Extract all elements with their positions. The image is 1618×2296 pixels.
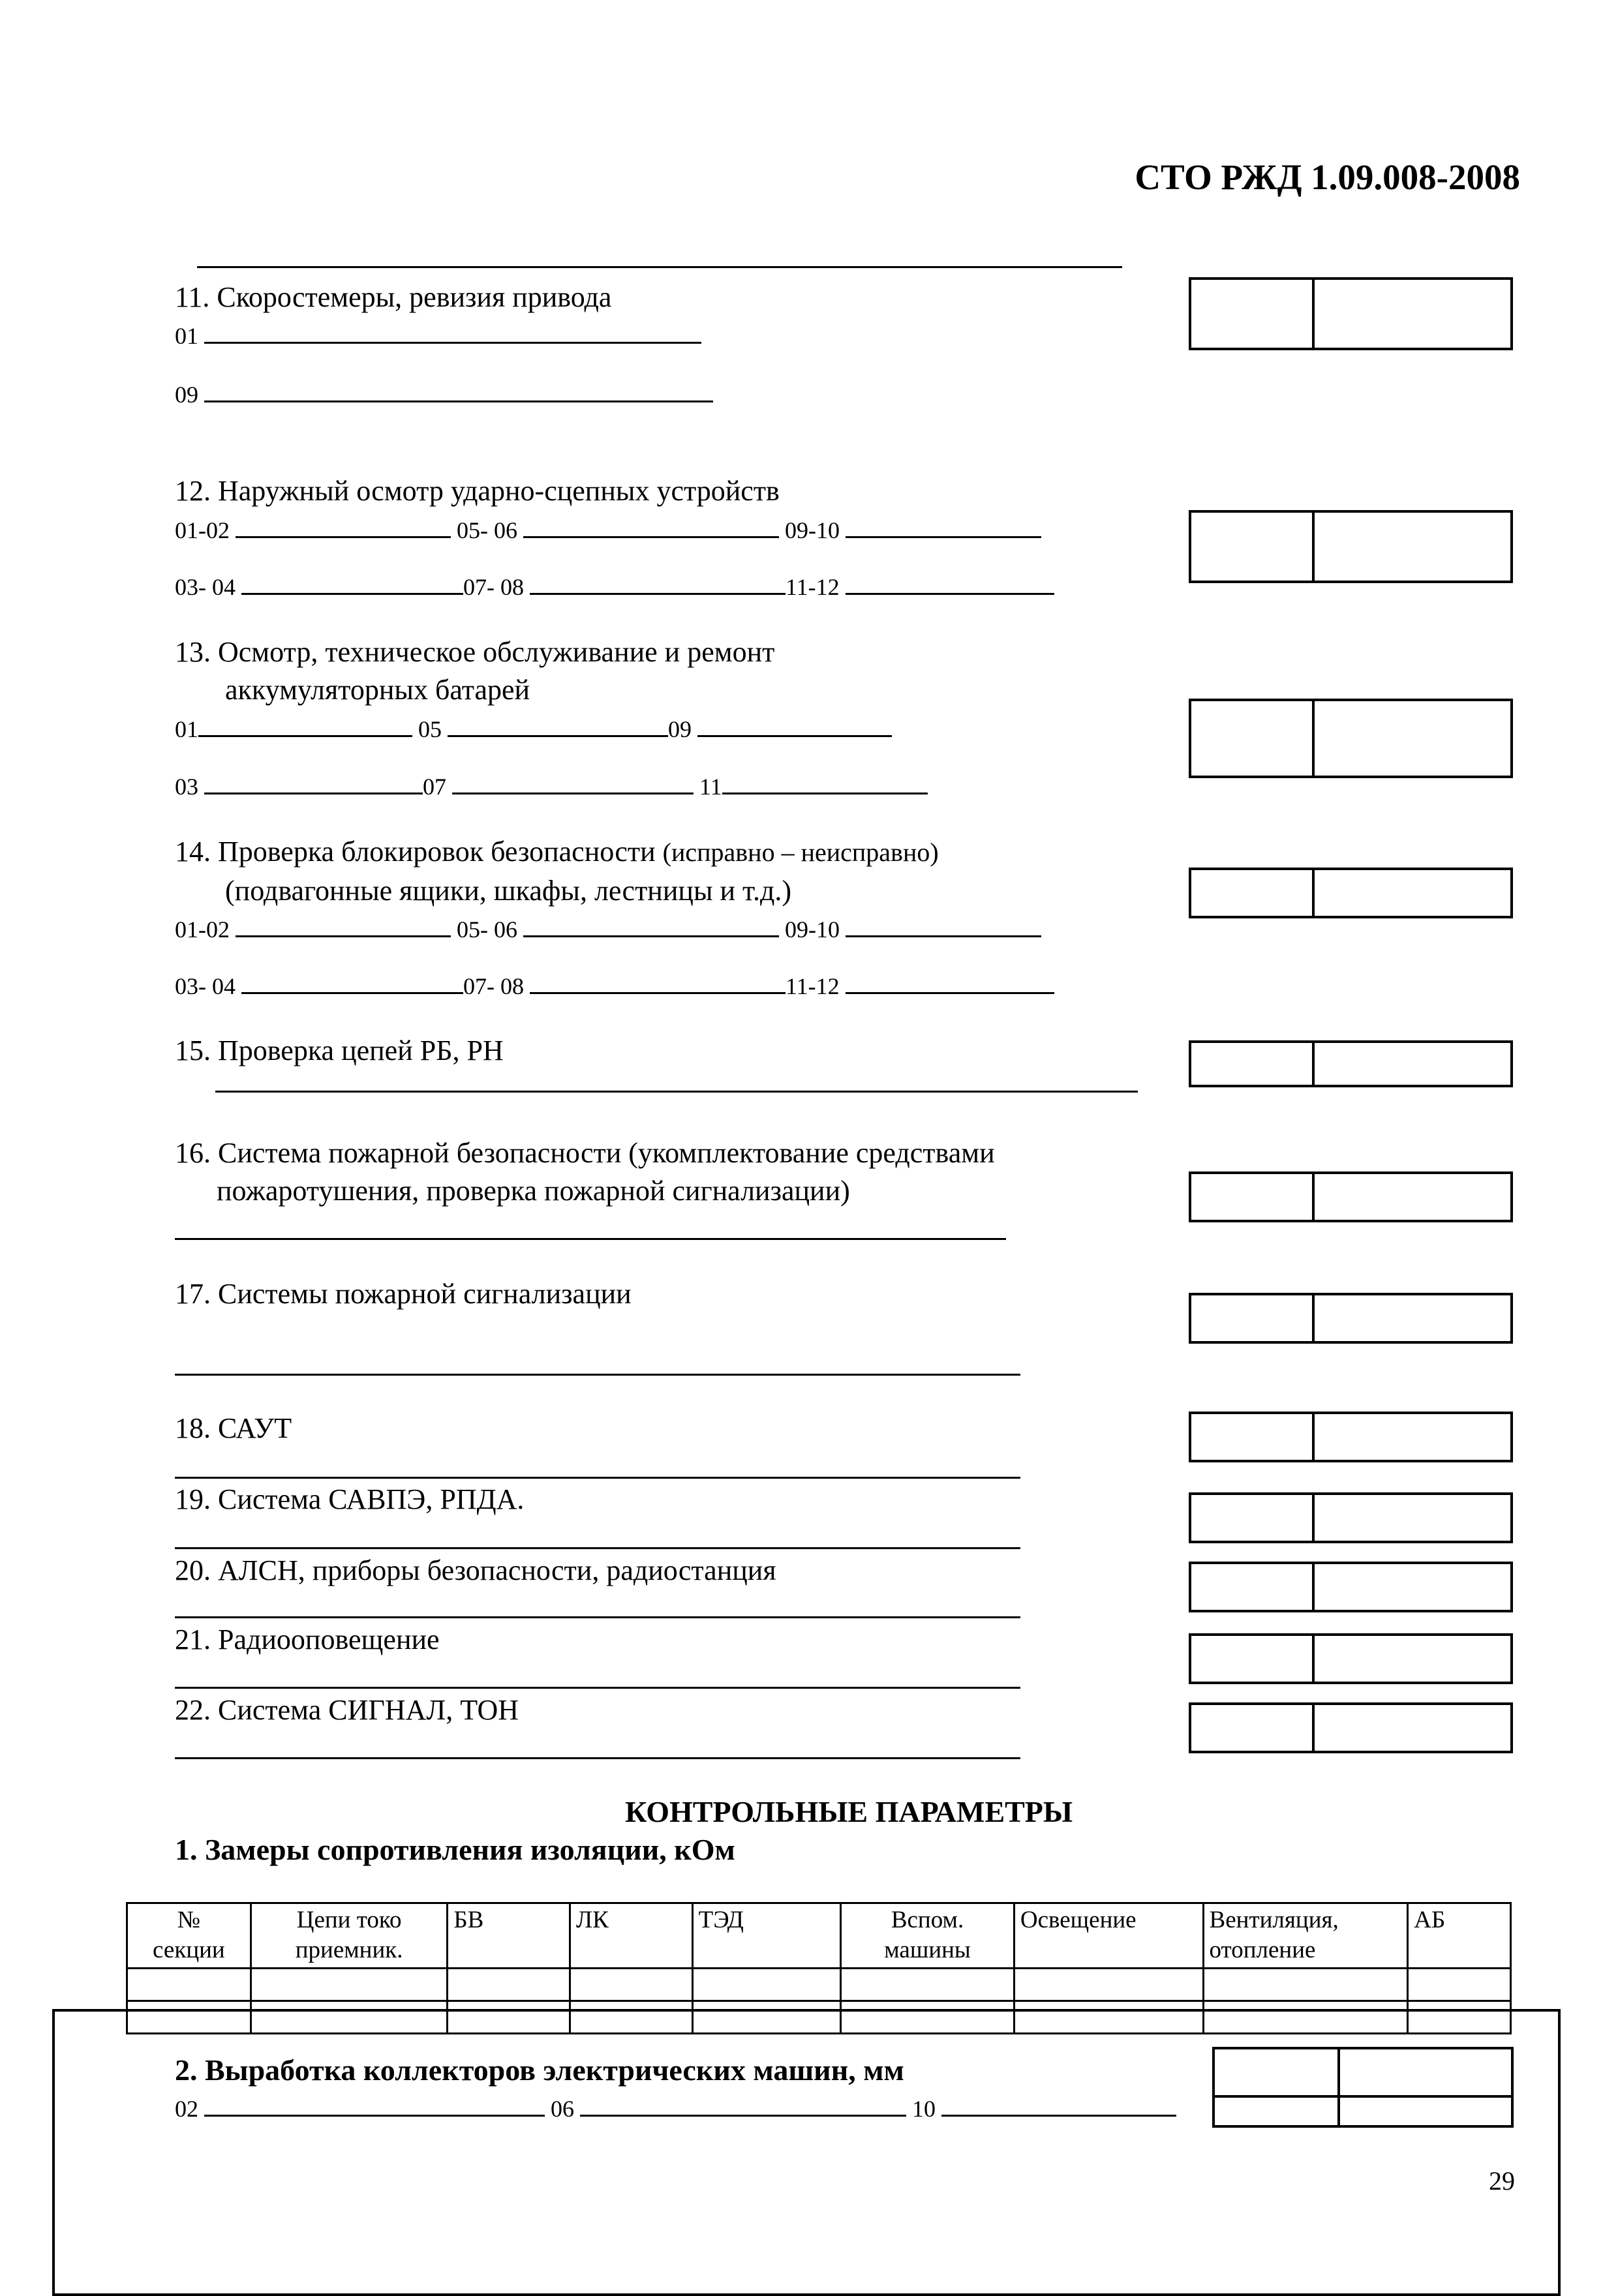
column-header: БВ xyxy=(448,1903,570,1969)
item-18-check-box[interactable] xyxy=(1189,1412,1513,1462)
item-12-check-box[interactable] xyxy=(1189,510,1513,583)
item-18-title: 18. САУТ xyxy=(175,1412,292,1444)
fill-line[interactable] xyxy=(204,2091,545,2117)
item-13-title: 13. Осмотр, техническое обслуживание и ремонт xyxy=(175,636,775,668)
field-label: 10 xyxy=(912,2096,936,2122)
item-16-title-cont: пожаротушения, проверка пожарной сигнализации) xyxy=(217,1175,850,1207)
item-15-check-box[interactable] xyxy=(1189,1040,1513,1087)
item-11-check-box[interactable] xyxy=(1189,277,1513,350)
fill-line[interactable] xyxy=(175,1547,1020,1549)
field-label: 05 xyxy=(418,716,442,742)
item-14-check-box[interactable] xyxy=(1189,868,1513,918)
field-label: 11-12 xyxy=(786,574,840,600)
item-17-title: 17. Системы пожарной сигнализации xyxy=(175,1278,632,1310)
field-label: 11-12 xyxy=(786,973,840,999)
column-header: Цепи токо приемник. xyxy=(251,1903,448,1969)
table-cell[interactable] xyxy=(1408,1969,1511,2001)
fill-line[interactable] xyxy=(452,769,694,794)
fill-line[interactable] xyxy=(204,769,423,794)
fill-line[interactable] xyxy=(530,969,786,994)
fill-line[interactable] xyxy=(175,1616,1020,1618)
item-13-row-2 xyxy=(175,769,928,801)
field-label: 01-02 xyxy=(175,517,230,543)
field-label: 05- 06 xyxy=(457,916,517,943)
field-label: 03- 04 xyxy=(175,973,236,999)
item-22-title: 22. Система СИГНАЛ, ТОН xyxy=(175,1694,519,1726)
table-row xyxy=(127,1969,1511,2001)
item-15-title: 15. Проверка цепей РБ, РН xyxy=(175,1035,504,1066)
table-cell[interactable] xyxy=(1203,1969,1408,2001)
item-12-title: 12. Наружный осмотр ударно-сцепных устройств xyxy=(175,475,780,507)
fill-line[interactable] xyxy=(722,769,928,794)
item-12-row-1 xyxy=(175,513,1041,545)
fill-line[interactable] xyxy=(530,569,786,595)
fill-line[interactable] xyxy=(175,1374,1020,1376)
fill-line[interactable] xyxy=(941,2091,1176,2117)
table-cell[interactable] xyxy=(448,1969,570,2001)
item-11-row-1 xyxy=(175,318,701,350)
item-19-check-box[interactable] xyxy=(1189,1492,1513,1543)
column-header: Вспом. машины xyxy=(841,1903,1015,1969)
item-12-row-2 xyxy=(175,569,1054,601)
fill-line[interactable] xyxy=(523,513,779,538)
column-header: № секции xyxy=(127,1903,251,1969)
item-20-check-box[interactable] xyxy=(1189,1562,1513,1612)
fill-line[interactable] xyxy=(175,1757,1020,1759)
item-14-title-cont: (подвагонные ящики, шкафы, лестницы и т.д.) xyxy=(225,875,792,907)
item-14-title-note: (исправно – неисправно) xyxy=(662,838,939,867)
item-13-title-cont: аккумуляторных батарей xyxy=(225,674,530,706)
field-label: 01 xyxy=(175,716,198,742)
control-subheading-1: 1. Замеры сопротивления изоляции, кОм xyxy=(175,1833,735,1866)
fill-line[interactable] xyxy=(236,912,451,937)
item-14-title-text: 14. Проверка блокировок безопасности xyxy=(175,836,656,868)
item-13-check-box[interactable] xyxy=(1189,699,1513,778)
fill-line[interactable] xyxy=(580,2091,906,2117)
column-header: ТЭД xyxy=(692,1903,841,1969)
control-heading: КОНТРОЛЬНЫЕ ПАРАМЕТРЫ xyxy=(625,1795,1073,1828)
item-20-title: 20. АЛСН, приборы безопасности, радиостанция xyxy=(175,1554,776,1586)
table-cell[interactable] xyxy=(127,1969,251,2001)
fill-line[interactable] xyxy=(846,912,1041,937)
field-label: 05- 06 xyxy=(457,517,517,543)
column-header: Вентиляция, отопление xyxy=(1203,1903,1408,1969)
column-header: ЛК xyxy=(570,1903,693,1969)
item-14-title xyxy=(175,835,939,869)
control-subheading-2: 2. Выработка коллекторов электрических машин, мм xyxy=(175,2053,904,2087)
fill-line[interactable] xyxy=(175,1238,1006,1240)
table-cell[interactable] xyxy=(570,1969,693,2001)
collector-wear-box[interactable] xyxy=(1212,2047,1514,2128)
item-22-check-box[interactable] xyxy=(1189,1702,1513,1753)
column-header: Освещение xyxy=(1014,1903,1203,1969)
item-14-row-1 xyxy=(175,912,1041,944)
column-header: АБ xyxy=(1408,1903,1511,1969)
item-21-check-box[interactable] xyxy=(1189,1633,1513,1684)
fill-line[interactable] xyxy=(175,1687,1020,1689)
fill-line[interactable] xyxy=(241,569,463,595)
fill-line[interactable] xyxy=(523,912,779,937)
item-11-title: 11. Скоростемеры, ревизия привода xyxy=(175,281,612,313)
field-label: 01-02 xyxy=(175,916,230,943)
fill-line[interactable] xyxy=(448,712,668,737)
item-14-row-2 xyxy=(175,969,1054,1001)
item-11-row-2 xyxy=(175,377,713,409)
field-label: 07 xyxy=(423,774,446,800)
table-cell[interactable] xyxy=(692,1969,841,2001)
field-label: 09 xyxy=(175,382,198,408)
fill-line[interactable] xyxy=(236,513,451,538)
item-16-title: 16. Система пожарной безопасности (укомплектование средствами xyxy=(175,1137,995,1169)
field-label: 06 xyxy=(551,2096,574,2122)
field-label: 09-10 xyxy=(785,916,840,943)
field-label: 09 xyxy=(668,716,692,742)
fill-line[interactable] xyxy=(204,318,701,344)
document-code: СТО РЖД 1.09.008-2008 xyxy=(1135,157,1520,197)
table-header-row xyxy=(127,1903,1511,1969)
item-21-title: 21. Радиооповещение xyxy=(175,1624,440,1655)
field-label: 11 xyxy=(699,774,722,800)
item-17-check-box[interactable] xyxy=(1189,1293,1513,1344)
top-rule xyxy=(197,266,1122,268)
fill-line[interactable] xyxy=(175,1477,1020,1479)
table-cell[interactable] xyxy=(841,1969,1015,2001)
page-number: 29 xyxy=(1489,2166,1515,2196)
table-cell[interactable] xyxy=(1014,1969,1203,2001)
fill-line[interactable] xyxy=(204,377,713,402)
item-19-title: 19. Система САВПЭ, РПДА. xyxy=(175,1483,525,1515)
item-13-row-1 xyxy=(175,712,892,744)
field-label: 03 xyxy=(175,774,198,800)
field-label: 09-10 xyxy=(785,517,840,543)
fill-line[interactable] xyxy=(215,1091,1138,1093)
field-label: 01 xyxy=(175,323,198,349)
fill-line[interactable] xyxy=(846,513,1041,538)
field-label: 02 xyxy=(175,2096,198,2122)
collector-wear-row xyxy=(175,2091,1176,2123)
field-label: 03- 04 xyxy=(175,574,236,600)
table-cell[interactable] xyxy=(251,1969,448,2001)
fill-line[interactable] xyxy=(241,969,463,994)
fill-line[interactable] xyxy=(198,712,412,737)
fill-line[interactable] xyxy=(846,569,1054,595)
item-16-check-box[interactable] xyxy=(1189,1171,1513,1222)
field-label: 07- 08 xyxy=(463,574,524,600)
fill-line[interactable] xyxy=(846,969,1054,994)
fill-line[interactable] xyxy=(697,712,892,737)
field-label: 07- 08 xyxy=(463,973,524,999)
